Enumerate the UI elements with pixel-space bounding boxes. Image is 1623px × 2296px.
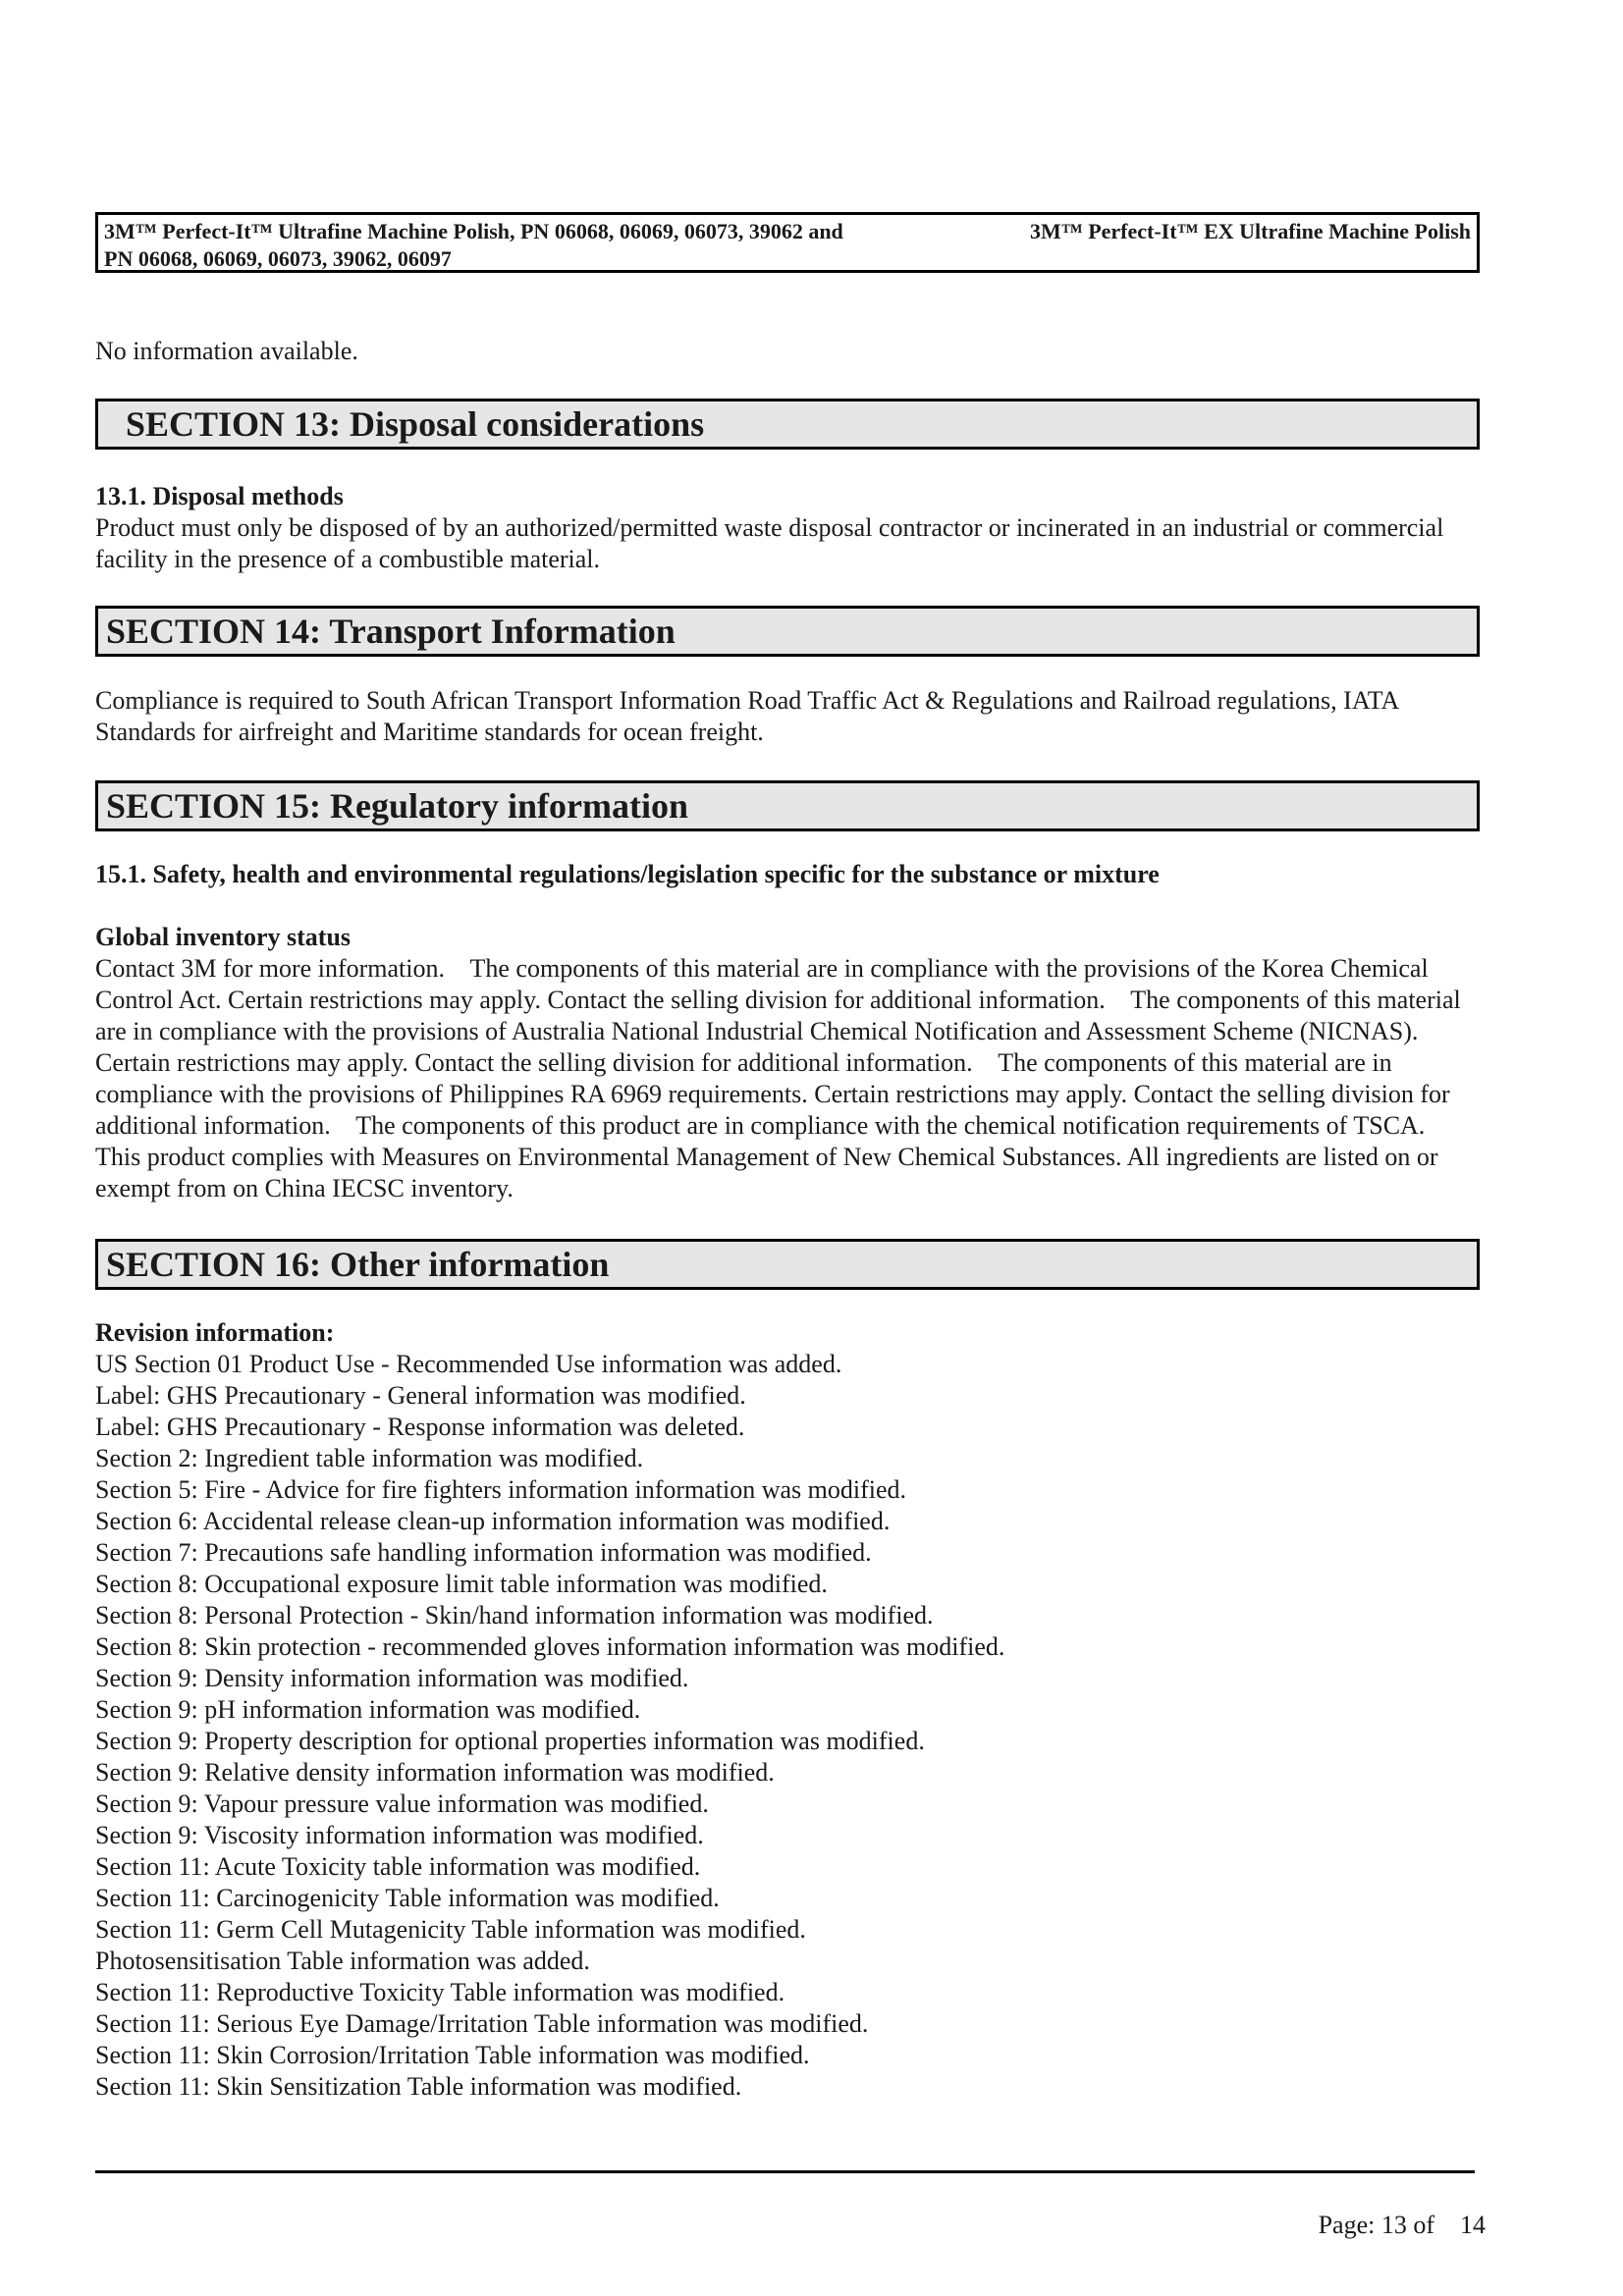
intro-text: No information available. [95,337,358,365]
section-16-title: SECTION 16: Other information [95,1239,1480,1290]
footer-rule [95,2170,1475,2173]
section-14-title: SECTION 14: Transport Information [95,606,1480,657]
section-15-content [95,859,1489,1204]
header-product-line-left: 3M™ Perfect-It™ Ultrafine Machine Polish, PN 06068, 06069, 06073, 39062 and [104,219,843,243]
revision-heading: Revision information: [95,1318,335,1347]
section-15-subheading: 15.1. Safety, health and environmental regulations/legislation specific for the substance or mixture [95,860,1160,888]
revision-item: Section 11: Germ Cell Mutagenicity Table information was modified. [95,1915,806,1944]
section-13-subheading: 13.1. Disposal methods [95,482,344,510]
global-inventory-body: Contact 3M for more information. The components of this material are in compliance with the provisions of the Korea Chemical Control Act. Certain restrictions may apply. Contact the selling division for additional information. The components of this material are in compliance with the provisions of Australia National Industrial Chemical Notification and Assessment Scheme (NICNAS). Certain restrictions may apply. Contact the selling division for additional information. The components of this material are in compliance with the provisions of Philippines RA 6969 requirements. Certain restrictions may apply. Contact the selling division for additional information. The components of this product are in compliance with the chemical notification requirements of TSCA. This product complies with Measures on Environmental Management of New Chemical Substances. All ingredients are listed on or exempt from on China IECSC inventory. [95,954,1468,1202]
revision-item: Label: GHS Precautionary - Response information was deleted. [95,1413,745,1441]
revision-item: Section 8: Skin protection - recommended gloves information information was modified. [95,1632,1005,1661]
section-13-title: SECTION 13: Disposal considerations [95,399,1480,450]
revision-item: Section 8: Personal Protection - Skin/hand information information was modified. [95,1601,934,1629]
document-header [95,212,1480,273]
revision-item: US Section 01 Product Use - Recommended Use information was added. [95,1350,842,1378]
revision-item: Section 11: Skin Sensitization Table information was modified. [95,2072,742,2101]
page-number: Page: 13 of 14 [1318,2211,1486,2239]
revision-item: Section 11: Carcinogenicity Table information was modified. [95,1884,720,1912]
revision-item: Section 9: Vapour pressure value information was modified. [95,1789,709,1818]
section-14-body: Compliance is required to South African Transport Information Road Traffic Act & Regulations and Railroad regulations, IATA Standards for airfreight and Maritime standards for ocean freight. [95,686,1398,746]
section-15-title: SECTION 15: Regulatory information [95,780,1480,831]
revision-item: Label: GHS Precautionary - General information was modified. [95,1381,746,1410]
section-13-content [95,481,1489,575]
revision-item: Section 9: Viscosity information information was modified. [95,1821,704,1849]
header-product-line-2: PN 06068, 06069, 06073, 39062, 06097 [104,246,452,271]
revision-item: Section 5: Fire - Advice for fire fighters information information was modified. [95,1475,907,1504]
revision-item: Section 9: pH information information was modified. [95,1695,641,1724]
section-13-body: Product must only be disposed of by an authorized/permitted waste disposal contractor or incinerated in an industrial or commercial facility in the presence of a combustible material. [95,513,1444,573]
revision-item: Section 9: Relative density information information was modified. [95,1758,775,1787]
revision-item: Section 8: Occupational exposure limit table information was modified. [95,1570,828,1598]
revision-item: Section 6: Accidental release clean-up information information was modified. [95,1507,891,1535]
revision-item: Photosensitisation Table information was added. [95,1947,590,1975]
revision-item: Section 11: Reproductive Toxicity Table information was modified. [95,1978,785,2006]
revision-item: Section 2: Ingredient table information was modified. [95,1444,644,1472]
revision-item: Section 9: Density information information was modified. [95,1664,689,1692]
revision-item: Section 11: Serious Eye Damage/Irritation Table information was modified. [95,2009,869,2038]
revision-item: Section 11: Skin Corrosion/Irritation Table information was modified. [95,2041,810,2069]
global-inventory-heading: Global inventory status [95,923,352,951]
revision-item: Section 9: Property description for optional properties information was modified. [95,1727,925,1755]
section-16-content [95,1317,1489,2103]
revision-item: Section 7: Precautions safe handling information information was modified. [95,1538,872,1567]
header-product-line-right: 3M™ Perfect-It™ EX Ultrafine Machine Polish [1029,219,1471,243]
revision-item: Section 11: Acute Toxicity table information was modified. [95,1852,701,1881]
revision-list [95,1349,1489,2103]
